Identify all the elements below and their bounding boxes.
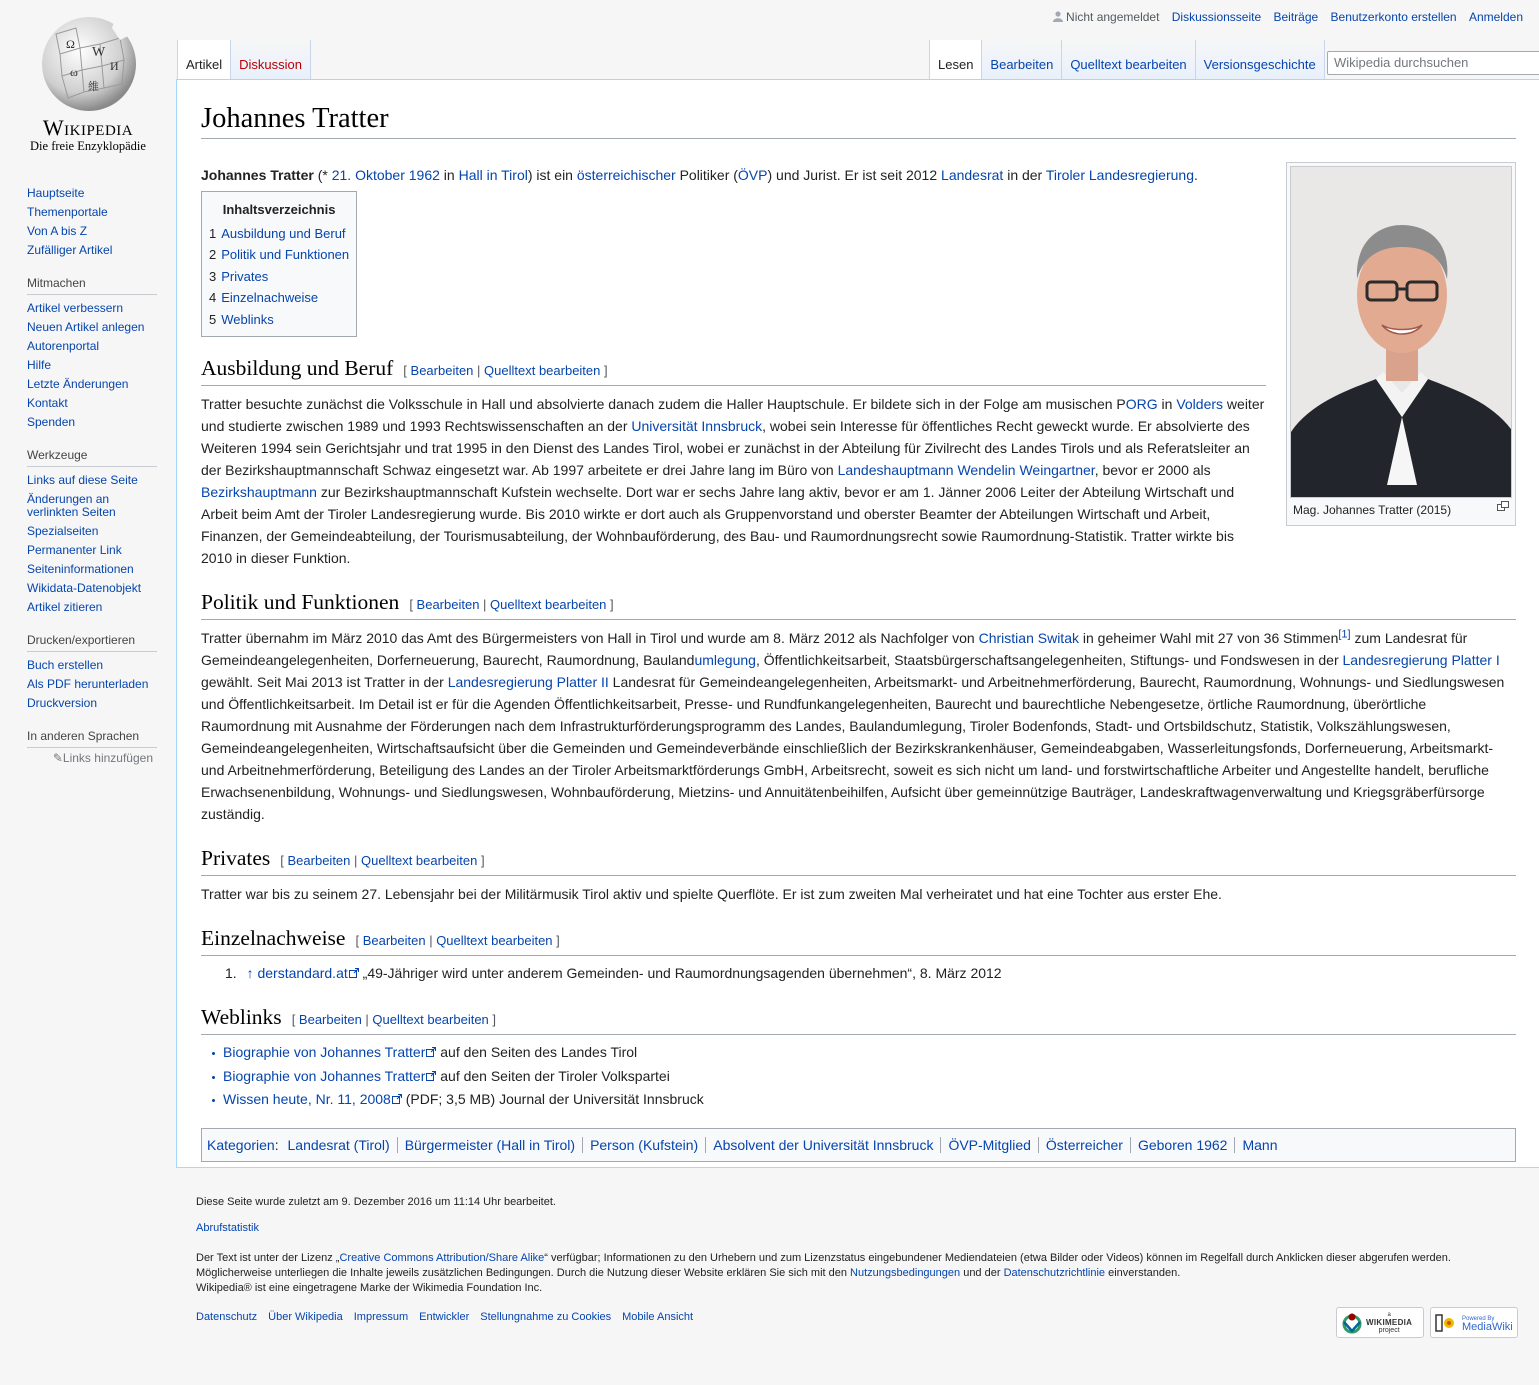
sidebar-item-themenportale[interactable]: Themenportale bbox=[27, 205, 108, 219]
edit-source-section-link[interactable]: Quelltext bearbeiten bbox=[484, 363, 601, 378]
sidebar-item-von-a-bis-z[interactable]: Von A bis Z bbox=[27, 224, 88, 238]
footer-link-impressum[interactable]: Impressum bbox=[353, 1311, 409, 1323]
toc-item[interactable]: 4 Einzelnachweise bbox=[209, 290, 319, 305]
edit-source-section-link[interactable]: Quelltext bearbeiten bbox=[490, 597, 607, 612]
wikipedia-wordmark: Wikipedia bbox=[42, 115, 134, 140]
content-area bbox=[176, 79, 1539, 1168]
footer-link-entwickler[interactable]: Entwickler bbox=[419, 1311, 470, 1323]
personal-tools bbox=[1044, 10, 1523, 24]
sidebar-item-neuen-artikel-anlegen[interactable]: Neuen Artikel anlegen bbox=[27, 320, 145, 334]
link-christian-switak[interactable]: Christian Switak bbox=[978, 630, 1079, 646]
weblink-item: Wissen heute, Nr. 11, 2008 (PDF; 3,5 MB) Journal der Universität Innsbruck bbox=[223, 1088, 1516, 1112]
category-link[interactable]: Mann bbox=[1234, 1137, 1284, 1153]
wikipedia-globe-icon bbox=[36, 14, 142, 114]
search-input[interactable]: Wikipedia durchsuchen bbox=[1327, 51, 1539, 75]
edit-source-section-link[interactable]: Quelltext bearbeiten bbox=[361, 853, 478, 868]
link-platter-2[interactable]: Landesregierung Platter II bbox=[447, 674, 609, 690]
edit-section-link[interactable]: Bearbeiten bbox=[410, 363, 474, 378]
link-oevp[interactable]: ÖVP bbox=[737, 167, 768, 183]
toc-item[interactable]: 1 Ausbildung und Beruf bbox=[209, 225, 346, 241]
link-umlegung[interactable]: umlegung bbox=[694, 652, 756, 668]
license-link[interactable]: Creative Commons Attribution/Share Alike bbox=[339, 1252, 545, 1264]
sidebar-portal-sprachen bbox=[27, 725, 157, 765]
tab-article[interactable]: Artikel bbox=[177, 40, 230, 80]
sidebar-item-hilfe[interactable]: Hilfe bbox=[27, 358, 52, 372]
category-link[interactable]: Absolvent der Universität Innsbruck bbox=[705, 1137, 940, 1153]
sidebar-item-spezialseiten[interactable]: Spezialseiten bbox=[27, 524, 99, 538]
footer-link-u-ber-wikipedia[interactable]: Über Wikipedia bbox=[268, 1311, 343, 1323]
edit-section-link[interactable]: Bearbeiten bbox=[362, 933, 426, 948]
tab-edit[interactable]: Bearbeiten bbox=[981, 40, 1061, 80]
external-weblink[interactable]: Biographie von Johannes Tratter bbox=[223, 1068, 436, 1084]
sidebar-heading: Werkzeuge bbox=[27, 444, 157, 467]
terms-link[interactable]: Nutzungsbedingungen bbox=[850, 1267, 961, 1279]
svg-text:Ω: Ω bbox=[66, 37, 75, 51]
image-caption: Mag. Johannes Tratter (2015) bbox=[1290, 498, 1512, 522]
article-body bbox=[201, 148, 1516, 1162]
link-tiroler-landesregierung[interactable]: Tiroler Landesregierung bbox=[1045, 167, 1194, 183]
section-edit-links: [ Bearbeiten | Quelltext bearbeiten ] bbox=[280, 853, 485, 868]
sidebar-heading: Drucken/exportieren bbox=[27, 629, 157, 652]
infobox-image bbox=[1286, 162, 1516, 526]
sidebar-navigation bbox=[27, 184, 157, 260]
section-edit-links: [ Bearbeiten | Quelltext bearbeiten ] bbox=[355, 933, 560, 948]
external-link-icon bbox=[392, 1094, 402, 1104]
tab-edit-source[interactable]: Quelltext bearbeiten bbox=[1061, 40, 1194, 80]
link-wendelin-weingartner[interactable]: Wendelin Weingartner bbox=[957, 462, 1095, 478]
reference-item: 1. ↑ derstandard.at „49-Jähriger wird unter anderem Gemeinden- und Raumordnungsagenden übernehmen“, 8. März 2012 bbox=[225, 965, 1002, 981]
sidebar-portal-mitmachen bbox=[27, 272, 157, 432]
sidebar-heading: In anderen Sprachen bbox=[27, 725, 157, 748]
sidebar-portal-werkzeuge bbox=[27, 444, 157, 617]
footer-icons bbox=[1336, 1307, 1518, 1338]
category-link[interactable]: Geboren 1962 bbox=[1130, 1137, 1235, 1153]
portrait-illustration bbox=[1291, 167, 1512, 498]
create-account-link[interactable]: Benutzerkonto erstellen bbox=[1330, 10, 1457, 24]
svg-text:И: И bbox=[110, 59, 119, 73]
sidebar-item-buch-erstellen[interactable]: Buch erstellen bbox=[27, 658, 104, 672]
sidebar-item-wikidata-datenobjekt[interactable]: Wikidata-Datenobjekt bbox=[27, 581, 142, 595]
footer-places bbox=[196, 1310, 1526, 1325]
edit-source-section-link[interactable]: Quelltext bearbeiten bbox=[372, 1012, 489, 1027]
footer-link-datenschutz[interactable]: Datenschutz bbox=[196, 1311, 258, 1323]
sidebar-item-zufa-lliger-artikel[interactable]: Zufälliger Artikel bbox=[27, 243, 113, 257]
reference-link[interactable]: derstandard.at bbox=[257, 965, 358, 981]
wikipedia-tagline: Die freie Enzyklopädie bbox=[30, 139, 146, 153]
category-link[interactable]: Bürgermeister (Hall in Tirol) bbox=[397, 1137, 582, 1153]
sidebar-item-druckversion[interactable]: Druckversion bbox=[27, 696, 98, 710]
pencil-icon: ✎ bbox=[52, 751, 63, 765]
category-link[interactable]: Landesrat (Tirol) bbox=[287, 1136, 390, 1153]
user-icon bbox=[1053, 11, 1063, 22]
sidebar-item-artikel-verbessern[interactable]: Artikel verbessern bbox=[27, 301, 124, 315]
link-landeshauptmann[interactable]: Landeshauptmann bbox=[837, 462, 954, 478]
toc-item[interactable]: 5 Weblinks bbox=[209, 311, 274, 327]
edit-section-link[interactable]: Bearbeiten bbox=[298, 1012, 362, 1027]
page-stats-link[interactable]: Abrufstatistik bbox=[196, 1222, 259, 1234]
enlarge-icon[interactable] bbox=[1497, 501, 1509, 511]
namespace-tabs bbox=[177, 40, 311, 80]
external-link-icon bbox=[426, 1071, 436, 1081]
reference-1[interactable]: [1] bbox=[1338, 628, 1351, 641]
sidebar-item-kontakt[interactable]: Kontakt bbox=[27, 396, 68, 410]
svg-text:維: 維 bbox=[88, 81, 99, 93]
section-edit-links: [ Bearbeiten | Quelltext bearbeiten ] bbox=[291, 1012, 497, 1027]
sidebar-item-links-auf-diese-seite[interactable]: Links auf diese Seite bbox=[27, 473, 138, 487]
tab-read[interactable]: Lesen bbox=[929, 40, 981, 80]
reference-backlink[interactable]: ↑ bbox=[246, 965, 254, 981]
sidebar-item-letzte-a-nderungen[interactable]: Letzte Änderungen bbox=[27, 377, 129, 391]
sidebar-item-a-nderungen-an-verlinkten-seiten[interactable]: Änderungen an verlinkten Seiten bbox=[27, 492, 116, 519]
weblinks-list bbox=[201, 1041, 1516, 1112]
link-austria[interactable]: österreichischer bbox=[576, 167, 676, 183]
category-link[interactable]: Österreicher bbox=[1038, 1137, 1130, 1153]
edit-section-link[interactable]: Bearbeiten bbox=[287, 853, 351, 868]
link-org[interactable]: ORG bbox=[1125, 396, 1158, 412]
table-of-contents bbox=[201, 191, 357, 337]
section-edit-links: [ Bearbeiten | Quelltext bearbeiten ] bbox=[409, 597, 614, 612]
privacy-link[interactable]: Datenschutzrichtlinie bbox=[1003, 1267, 1106, 1279]
footer bbox=[196, 1195, 1526, 1334]
tab-history[interactable]: Versionsgeschichte bbox=[1195, 40, 1325, 80]
toc-item[interactable]: 3 Privates bbox=[209, 268, 269, 284]
category-links: Kategorien: Landesrat (Tirol) Bürgermeister (Hall in Tirol) Person (Kufstein) Absolvent der Universität Innsbruck ÖVP-Mitglied Österreicher Geboren 1962 Mann bbox=[201, 1128, 1516, 1162]
sidebar-item-permanenter-link[interactable]: Permanenter Link bbox=[27, 543, 122, 557]
svg-text:ω: ω bbox=[70, 65, 78, 79]
section-heading: Ausbildung und Beruf [ Bearbeiten | Quelltext bearbeiten ] bbox=[201, 355, 1266, 386]
section-edit-links: [ Bearbeiten | Quelltext bearbeiten ] bbox=[403, 363, 608, 378]
add-language-links[interactable]: Links hinzufügen bbox=[62, 751, 153, 765]
paragraph: Tratter übernahm im März 2010 das Amt des Bürgermeisters von Hall in Tirol und wurde am 8. März 2012 als Nachfolger von Christian Switak in geheimer Wahl mit 27 von 36 Stimmen[1] zum Landesrat für Gemeindeangelegenheiten, Dorferneuerung, Baurecht, Raumordnung, Baulandumlegung, Öffentlichkeitsarbeit, Staatsbürgerschaftsangelegenheiten, Stiftungs- und Fondswesen in der Landesregierung Platter I gewählt. Seit Mai 2013 ist Tratter in der Landesregierung Platter II Landesrat für Gemeindeangelegenheiten, Arbeitsmarkt- und Arbeitnehmerförderung, Baurecht, Raumordnung, Wohnungs- und Siedlungswesen und Öffentlichkeitsarbeit. Im Detail ist er für die Agenden Öffentlichkeitsarbeit, Presse- und Rundfunkangelegenheiten, Baurecht und baurechtliche Nebengesetze, örtliche Raumordnung, überörtliche Raumordnung mit Ausnahme der Förderungen nach dem Infrastrukturförderungsprogramm des Landes, Baulandumlegung, Tiroler Bodenfonds, Stadt- und Ortsbildschutz, Statistik, Volkszählungswesen, Gemeindeangelegenheiten, Wirtschaftsaufsicht über die Gemeinden und Gemeindeverbände einschließlich der Bezirkskrankenhäuser, Gemeindeabgaben, Wasserleitungsfonds, Dorferneuerung, Arbeitsmarkt- und Arbeitnehmerförderung, Beteiligung des Landes an der Tiroler Arbeitsmarktförderungs GmbH, Arbeitsrecht, soweit es sich nicht um land- und forstwirtschaftliche Arbeiter und Angestellte handelt, berufliche Erwachsenenbildung, Wohnungs- und Siedlungswesen, Wohnbauförderung, Mietzins- und Annuitätenbeihilfen, Aufsicht über gemeinnützige Bauträger, Landeskraftwagenverwaltung und Kriegsgräberfürsorge zuständig. bbox=[201, 628, 1505, 822]
svg-text:W: W bbox=[92, 45, 106, 60]
weblink-item: Biographie von Johannes Tratter auf den Seiten des Landes Tirol bbox=[223, 1041, 1516, 1065]
link-universitaet-innsbruck[interactable]: Universität Innsbruck bbox=[631, 418, 763, 434]
link-volders[interactable]: Volders bbox=[1176, 396, 1224, 412]
sidebar-heading: Mitmachen bbox=[27, 272, 157, 295]
references-list bbox=[201, 962, 1516, 984]
toc-title: Inhaltsverzeichnis bbox=[222, 202, 336, 217]
sidebar-item-als-pdf-herunterladen[interactable]: Als PDF herunterladen bbox=[27, 677, 149, 691]
section-heading: Politik und Funktionen [ Bearbeiten | Quelltext bearbeiten ] bbox=[201, 589, 1516, 620]
category-link[interactable]: Person (Kufstein) bbox=[582, 1137, 705, 1153]
weblink-item: Biographie von Johannes Tratter auf den Seiten der Tiroler Volkspartei bbox=[223, 1065, 1516, 1089]
lead-paragraph: Johannes Tratter (* 21. Oktober 1962 in Hall in Tirol) ist ein österreichischer Politiker (ÖVP) und Jurist. Er ist seit 2012 Landesrat in der Tiroler Landesregierung. bbox=[201, 167, 1198, 183]
footer-link-mobile-ansicht[interactable]: Mobile Ansicht bbox=[622, 1311, 694, 1323]
category-link[interactable]: ÖVP-Mitglied bbox=[940, 1137, 1037, 1153]
portrait-photo[interactable] bbox=[1290, 166, 1512, 498]
edit-section-link[interactable]: Bearbeiten bbox=[416, 597, 480, 612]
external-link-icon bbox=[426, 1047, 436, 1057]
toc-item[interactable]: 2 Politik und Funktionen bbox=[209, 247, 350, 262]
paragraph: Tratter besuchte zunächst die Volksschule in Hall und absolvierte danach zudem die Haller Hauptschule. Er bildete sich in der Folge am musischen PORG in Volders weiter und studierte zwischen 1989 und 1993 Rechtswissenschaften an der Universität Innsbruck, wobei sein Interesse für öffentliches Recht geweckt wurde. Er absolvierte des Weiteren 1994 sein Gerichtsjahr und trat 1995 in den Dienst des Landes Tirol, wobei er zunächst in der Abteilung für Zivilrecht des Landes Tirols und als Referatsleiter an der Bezirkshauptmannschaft Schwaz eingesetzt war. Ab 1997 arbeitete er drei Jahre lang im Büro von Landeshauptmann Wendelin Weingartner, bevor er 2000 als Bezirkshauptmann zur Bezirkshauptmannschaft Kufstein wechselte. Dort war er sechs Jahre lang aktiv, bevor er am 1. Jänner 2006 Leiter der Abteilung Wirtschaft und Arbeit beim Amt der Tiroler Landesregierung wurde. Bis 2010 wirkte er dort auch als Gruppenvorstand und oberster Beamter der Abteilungen Wirtschaft und Arbeit, Finanzen, der Gemeindeabteilung, der Tourismusabteilung, der Wohnbauförderung, des Bau- und Raumordnungsrecht sowie Raumordnung-Statistik. Tratter wirkte bis 2010 in dieser Funktion. bbox=[201, 396, 1265, 566]
link-hall-in-tirol[interactable]: Hall in Tirol bbox=[458, 167, 528, 183]
talk-link[interactable]: Diskussionsseite bbox=[1171, 10, 1262, 24]
link-bezirkshauptmann[interactable]: Bezirkshauptmann bbox=[201, 484, 317, 500]
sidebar-portal-drucken bbox=[27, 629, 157, 713]
footer-link-stellungnahme-zu-cookies[interactable]: Stellungnahme zu Cookies bbox=[480, 1311, 612, 1323]
contributions-link[interactable]: Beiträge bbox=[1273, 10, 1319, 24]
link-birthdate[interactable]: 21. Oktober 1962 bbox=[331, 167, 440, 183]
external-weblink[interactable]: Biographie von Johannes Tratter bbox=[223, 1044, 436, 1060]
section-heading: Weblinks [ Bearbeiten | Quelltext bearbeiten ] bbox=[201, 1004, 1516, 1035]
wikimedia-icon bbox=[1341, 1312, 1363, 1334]
wikipedia-logo[interactable] bbox=[0, 0, 176, 160]
tab-discussion[interactable]: Diskussion bbox=[230, 40, 311, 80]
section-heading: Einzelnachweise [ Bearbeiten | Quelltext bearbeiten ] bbox=[201, 925, 1516, 956]
mediawiki-badge[interactable]: Powered By MediaWiki bbox=[1430, 1307, 1518, 1338]
sidebar-item-artikel-zitieren[interactable]: Artikel zitieren bbox=[27, 600, 103, 614]
view-tabs bbox=[929, 40, 1325, 80]
link-platter-1[interactable]: Landesregierung Platter I bbox=[1342, 652, 1500, 668]
paragraph: Tratter war bis zu seinem 27. Lebensjahr bei der Militärmusik Tirol aktiv und spielte Querflöte. Er ist zum zweiten Mal verheiratet und hat eine Tochter aus erster Ehe. bbox=[201, 886, 1222, 902]
sidebar bbox=[27, 184, 157, 777]
link-landesrat[interactable]: Landesrat bbox=[941, 167, 1004, 183]
sidebar-item-hauptseite[interactable]: Hauptseite bbox=[27, 186, 85, 200]
last-modified: Diese Seite wurde zuletzt am 9. Dezember 2016 um 11:14 Uhr bearbeitet. bbox=[196, 1196, 556, 1208]
external-link-icon bbox=[349, 968, 359, 978]
license-text: Der Text ist unter der Lizenz „Creative Commons Attribution/Share Alike“ verfügbar; Informationen zu den Urhebern und zum Lizenzstatus eingebundener Mediendateien (etwa Bilder oder Videos) können im Regelfall durch Anklicken dieser abgerufen werden. Möglicherweise unterliegen die Inhalte jeweils zusätzlichen Bedingungen. Durch die Nutzung dieser Website erklären Sie sich mit den Nutzungsbedingungen und der Datenschutzrichtlinie einverstanden. Wikipedia® ist eine eingetragene Marke der Wikimedia Foundation Inc. bbox=[196, 1252, 1451, 1294]
sidebar-item-seiteninformationen[interactable]: Seiteninformationen bbox=[27, 562, 134, 576]
categories-label[interactable]: Kategorien bbox=[207, 1136, 275, 1153]
external-weblink[interactable]: Wissen heute, Nr. 11, 2008 bbox=[223, 1091, 402, 1107]
wikimedia-project-badge[interactable]: a WIKIMEDIA project bbox=[1336, 1307, 1424, 1338]
login-link[interactable]: Anmelden bbox=[1468, 10, 1523, 24]
section-heading: Privates [ Bearbeiten | Quelltext bearbeiten ] bbox=[201, 845, 1516, 876]
not-logged-in: Nicht angemeldet bbox=[1053, 10, 1159, 24]
mediawiki-icon bbox=[1435, 1313, 1459, 1333]
edit-source-section-link[interactable]: Quelltext bearbeiten bbox=[436, 933, 553, 948]
page-title: Johannes Tratter bbox=[201, 102, 1516, 139]
sidebar-item-spenden[interactable]: Spenden bbox=[27, 415, 76, 429]
sidebar-item-autorenportal[interactable]: Autorenportal bbox=[27, 339, 100, 353]
